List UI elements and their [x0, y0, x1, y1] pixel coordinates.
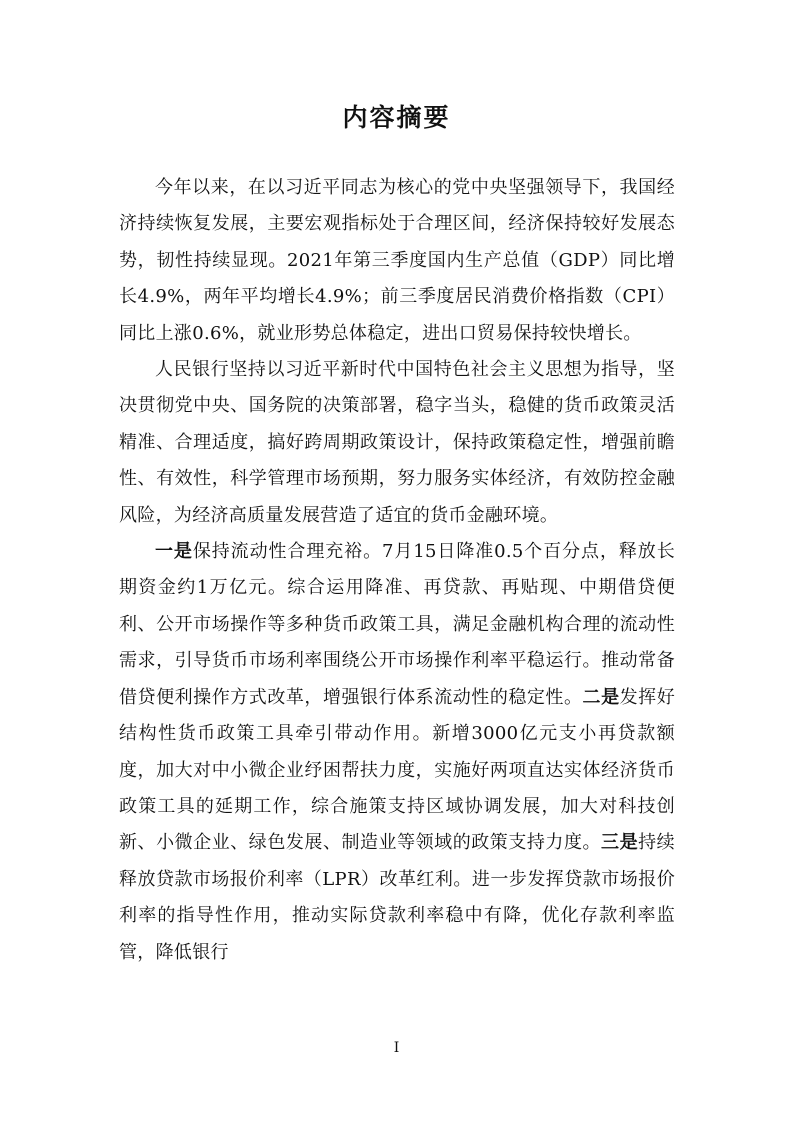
point-two-text: 发挥好结构性货币政策工具牵引带动作用。新增3000亿元支小再贷款额度，加大对中小微企业纾困帮扶力度，实施好两项直达实体经济货币政策工具的延期工作，综合施策支持区域协调发展，加大对科技创新、小微企业、绿色发展、制造业等领域的政策支持力度。	[119, 686, 676, 854]
page-number: I	[393, 1040, 400, 1056]
paragraph-economy-overview: 今年以来，在以习近平同志为核心的党中央坚强领导下，我国经济持续恢复发展，主要宏观指标处于合理区间，经济保持较好发展态势，韧性持续显现。2021年第三季度国内生产总值（GDP）同比增长4.9%，两年平均增长4.9%；前三季度居民消费价格指数（CPI）同比上涨0.6%，就业形势总体稳定，进出口贸易保持较快增长。	[119, 177, 675, 344]
page-title: 内容摘要	[342, 103, 451, 132]
body-text	[119, 170, 675, 971]
point-one-text: 保持流动性合理充裕。7月15日降准0.5个百分点，释放长期资金约1万亿元。综合运用降准、再贷款、再贴现、中期借贷便利、公开市场操作等多种货币政策工具，满足金融机构合理的流动性需求，引导货币市场利率围绕公开市场操作利率平稳运行。推动常备借贷便利操作方式改革，增强银行体系流动性的稳定性。	[119, 541, 675, 708]
point-three-text: 持续释放贷款市场报价利率（LPR）改革红利。进一步发挥贷款市场报价利率的指导性作用，推动实际贷款利率稳中有降，优化存款利率监管，降低银行	[119, 832, 675, 963]
paragraph-pboc-policy: 人民银行坚持以习近平新时代中国特色社会主义思想为指导，坚决贯彻党中央、国务院的决策部署，稳字当头，稳健的货币政策灵活精准、合理适度，搞好跨周期政策设计，保持政策稳定性，增强前瞻性、有效性，科学管理市场预期，努力服务实体经济，有效防控金融风险，为经济高质量发展营造了适宜的货币金融环境。	[119, 359, 675, 526]
point-two-lead: 二是	[582, 686, 620, 708]
point-three-lead: 三是	[601, 832, 639, 854]
point-one-lead: 一是	[155, 541, 193, 563]
paragraph-policy-measures	[119, 534, 675, 971]
